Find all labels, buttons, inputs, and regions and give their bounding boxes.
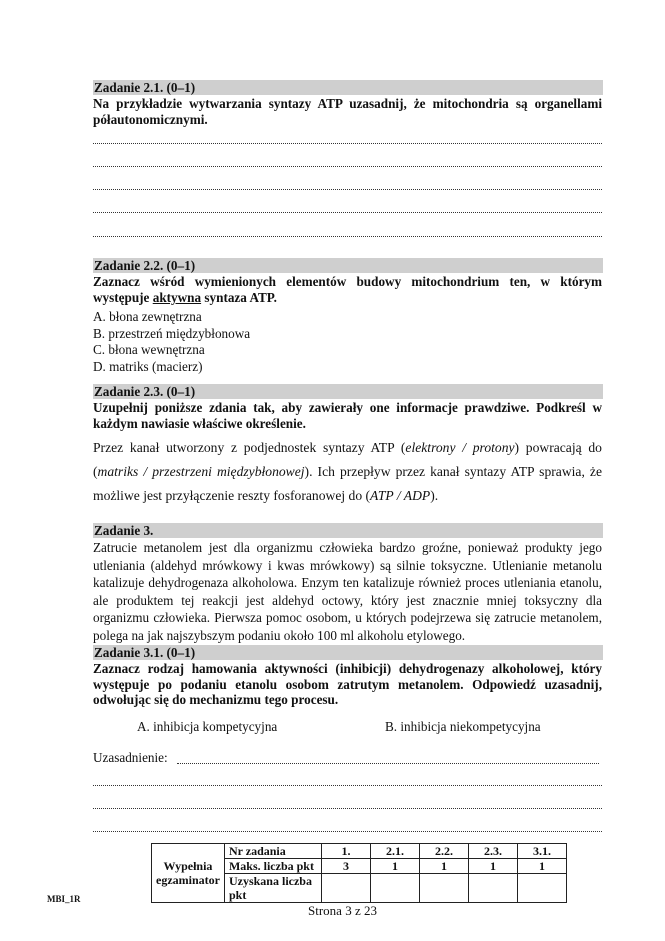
- justification-label: Uzasadnienie:: [93, 750, 168, 765]
- obtained-points-cell[interactable]: [419, 874, 468, 903]
- max-points: 1: [370, 859, 419, 874]
- question-text: syntaza ATP.: [201, 290, 277, 305]
- choice-2[interactable]: matriks / przestrzeni międzybłonowej: [97, 464, 305, 479]
- task-number: 2.2.: [419, 844, 468, 859]
- max-points: 1: [468, 859, 517, 874]
- answer-line[interactable]: [93, 808, 602, 809]
- obtained-points-cell[interactable]: [321, 874, 370, 903]
- task-number: 2.1.: [370, 844, 419, 859]
- answer-line[interactable]: [93, 785, 602, 786]
- answer-line[interactable]: [177, 763, 599, 764]
- answer-line[interactable]: [93, 143, 602, 144]
- text: ).: [430, 488, 439, 503]
- task-2-2-question: [93, 274, 602, 306]
- task-2-1-header: Zadanie 2.1. (0–1): [93, 80, 603, 95]
- task-3-header: Zadanie 3.: [93, 523, 603, 538]
- task-3-text: Zatrucie metanolem jest dla organizmu człowieka bardzo groźne, ponieważ produkty jego utleniania (aldehyd mrówkowy i kwas mrówkowy) są silnie toksyczne. Utlenianie metanolu katalizuje dehydrogenaza alkoholowa. Enzym ten katalizuje również proces utleniania etanolu, ale produktem tej reakcji jest aldehyd octowy, który jest znacznie mniej toksyczny dla organizmu człowieka. Pierwsza pomoc osobom, u których podejrzewa się zatrucie metanolem, polega na jak najszybszym podaniu około 100 ml alkoholu etylowego.: [93, 540, 602, 643]
- row-label: Uzyskana liczba pkt: [224, 874, 321, 903]
- choice-3[interactable]: ATP / ADP: [370, 488, 431, 503]
- answer-line[interactable]: [93, 831, 602, 832]
- task-2-3-fill-text: [93, 436, 602, 508]
- task-3-1-header: Zadanie 3.1. (0–1): [93, 645, 603, 660]
- max-points: 1: [517, 859, 566, 874]
- answer-line[interactable]: [93, 166, 602, 167]
- answer-line[interactable]: [93, 189, 602, 190]
- score-table: [151, 843, 567, 903]
- task-2-3-question: Uzupełnij poniższe zdania tak, aby zawierały one informacje prawdziwe. Podkreśl w każdym nawiasie właściwe określenie.: [93, 400, 602, 431]
- answer-line[interactable]: [93, 236, 602, 237]
- task-3-1-question: Zaznacz rodzaj hamowania aktywności (inhibicji) dehydrogenazy alkoholowej, który występuje po podaniu etanolu osobom zatrutym metanolem. Odpowiedź uzasadnij, odwołując się do mechanizmu tego procesu.: [93, 661, 602, 707]
- max-points: 1: [419, 859, 468, 874]
- option-d[interactable]: D. matriks (macierz): [93, 358, 203, 374]
- task-2-3-header: Zadanie 2.3. (0–1): [93, 384, 603, 399]
- answer-line[interactable]: [93, 212, 602, 213]
- row-label: Maks. liczba pkt: [224, 859, 321, 874]
- choice-1[interactable]: elektrony / protony: [405, 440, 515, 455]
- task-2-2-header: Zadanie 2.2. (0–1): [93, 258, 603, 273]
- row-label: Nr zadania: [224, 844, 321, 859]
- question-text: Zaznacz wśród wymienionych elementów budowy mitochondrium ten, w którym występuje: [93, 274, 602, 305]
- obtained-points-cell[interactable]: [517, 874, 566, 903]
- max-points: 3: [321, 859, 370, 874]
- task-2-2-options: [93, 309, 602, 375]
- option-a[interactable]: A. inhibicja kompetycyjna: [137, 719, 278, 734]
- text: ) powracają do (: [93, 440, 602, 479]
- task-number: 3.1.: [517, 844, 566, 859]
- emphasized-word: aktywna: [152, 290, 202, 305]
- task-2-1-question: Na przykładzie wytwarzania syntazy ATP uzasadnij, że mitochondria są organellami półautonomicznymi.: [93, 96, 602, 127]
- examiner-label: Wypełnia egzaminator: [152, 844, 225, 903]
- obtained-points-cell[interactable]: [468, 874, 517, 903]
- option-b[interactable]: B. inhibicja niekompetycyjna: [385, 719, 541, 734]
- text: Przez kanał utworzony z podjednostek syntazy ATP (: [93, 440, 406, 455]
- task-number: 1.: [321, 844, 370, 859]
- task-number: 2.3.: [468, 844, 517, 859]
- text: ). Ich przepływ przez kanał syntazy ATP sprawia, że możliwe jest przyłączenie reszty fosforanowej do (: [93, 464, 602, 503]
- exam-code: MBI_1R: [47, 894, 81, 904]
- obtained-points-cell[interactable]: [370, 874, 419, 903]
- option-b[interactable]: B. przestrzeń międzybłonowa: [93, 325, 251, 341]
- option-a[interactable]: A. błona zewnętrzna: [93, 309, 202, 324]
- option-c[interactable]: C. błona wewnętrzna: [93, 342, 205, 357]
- page-number: Strona 3 z 23: [308, 903, 377, 918]
